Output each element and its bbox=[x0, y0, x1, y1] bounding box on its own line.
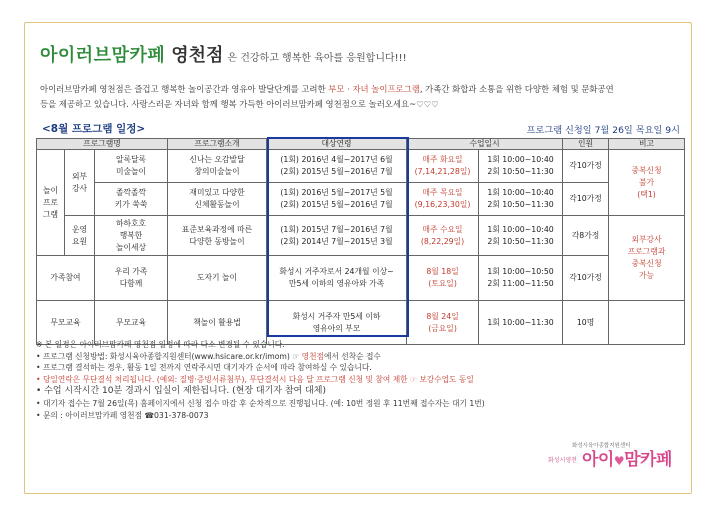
notes-list bbox=[36, 339, 686, 422]
row2-name: 졸깍졸깍 키가 쑥쑥 bbox=[95, 183, 168, 216]
logo-wordmark bbox=[582, 445, 672, 470]
intro-line1-a: 아이러브맘카페 영천점은 즐겁고 행복한 놀이공간과 영유아 발달단계를 고려한 bbox=[40, 84, 329, 94]
logo-subtitle: 화성시육아종합지원센터 bbox=[572, 443, 631, 449]
table-row bbox=[37, 256, 685, 301]
row1-capacity: 각10가정 bbox=[563, 150, 609, 183]
row5-desc: 책놀이 활용법 bbox=[168, 301, 267, 345]
row4-name: 우리 가족 다함께 bbox=[95, 256, 168, 301]
table-row bbox=[37, 216, 685, 256]
note-item: • 문의 : 아이러브맘카페 영천점 ☎031-378-0073 bbox=[36, 410, 209, 420]
intro-paragraph bbox=[40, 82, 680, 112]
logo-city: 화성시영천 bbox=[548, 457, 577, 464]
logo-word-b: 맘카페 bbox=[624, 450, 672, 470]
row1-name: 알록달록 미술놀이 bbox=[95, 150, 168, 183]
remark-a: 중복신청 불가 (택1) bbox=[609, 150, 685, 216]
section-title: <8월 프로그램 일정> bbox=[42, 123, 146, 135]
row2-capacity: 각10가정 bbox=[563, 183, 609, 216]
col-header-program: 프로그램명 bbox=[37, 139, 168, 150]
table-header-row bbox=[37, 139, 685, 150]
row3-sub: 운영 요원 bbox=[65, 216, 95, 256]
program-table bbox=[36, 138, 685, 345]
row3-time: 1회 10:00~10:40 2회 10:50~11:30 bbox=[479, 216, 563, 256]
logo-word-a: 아이 bbox=[582, 450, 614, 470]
note-item: ※ 본 일정은 아이러브맘카페 영천점 일정에 따라 다소 변경될 수 있습니다. bbox=[36, 340, 285, 349]
intro-highlight: 부모 · 자녀 놀이프로그램 bbox=[328, 84, 420, 94]
col-header-remark: 비고 bbox=[609, 139, 685, 150]
row1-day: 매주 화요일 (7,14,21,28일) bbox=[407, 150, 479, 183]
note-item: • 프로그램 결석하는 경우, 활동 1일 전까지 연락주시면 대기자가 순서에 따라 참여하실 수 있습니다. bbox=[36, 363, 372, 373]
row2-time: 1회 10:00~10:40 2회 10:50~11:30 bbox=[479, 183, 563, 216]
row4-group: 가족참여 bbox=[37, 256, 95, 301]
note-item: • 대기자 접수는 7월 26일(목) 홈페이지에서 신청 접수 마감 후 순차적으로 진행됩니다. (예: 10번 정원 후 11번째 접수자는 대기 1번) bbox=[36, 399, 485, 409]
row5-day: 8월 24일 (금요일) bbox=[407, 301, 479, 345]
row2-desc: 재미있고 다양한 신체활동놀이 bbox=[168, 183, 267, 216]
note-apply-link: 영천점 bbox=[301, 351, 324, 361]
group-play-cell: 놀이 프로 그램 bbox=[37, 150, 65, 256]
row4-time: 1회 10:00~10:50 2회 11:00~11:50 bbox=[479, 256, 563, 301]
note-item: • 수업 시작시간 10분 경과시 입실이 제한됩니다. (현장 대기자 참여 대체) bbox=[36, 386, 326, 397]
table-row bbox=[37, 183, 685, 216]
note-apply-a: • 프로그램 신청방법: 화성시육아종합지원센터(www.hsicare.or.kr/imom) ☞ bbox=[36, 351, 302, 361]
row1-desc: 신나는 오감발달 창의미술놀이 bbox=[168, 150, 267, 183]
note-item bbox=[36, 351, 686, 363]
row5-time: 1회 10:00~11:30 bbox=[479, 301, 563, 345]
row4-capacity: 각10가정 bbox=[563, 256, 609, 301]
col-header-capacity: 인원 bbox=[563, 139, 609, 150]
row5-target: 화성시 거주자 만5세 이하 영유아의 부모 bbox=[267, 301, 407, 345]
row5-capacity: 10명 bbox=[563, 301, 609, 345]
row1-sub: 외부 강사 bbox=[65, 150, 95, 216]
row3-desc: 표준보육과정에 따른 다양한 동방놀이 bbox=[168, 216, 267, 256]
row3-day: 매주 수요일 (8,22,29일) bbox=[407, 216, 479, 256]
note-item: • 당일연락은 무단결석 처리됩니다. (예외: 질병·증빙서류첨부), 무단결석시 다음 달 프로그램 신청 및 참여 제한 ☞ 보강수업도 동일 bbox=[36, 374, 474, 384]
row2-day: 매주 목요일 (9,16,23,30일) bbox=[407, 183, 479, 216]
row3-capacity: 각8가정 bbox=[563, 216, 609, 256]
row4-day: 8월 18일 (토요일) bbox=[407, 256, 479, 301]
row3-name: 하하호호 행복한 놀이세상 bbox=[95, 216, 168, 256]
col-header-schedule: 수업일시 bbox=[407, 139, 563, 150]
table-row bbox=[37, 150, 685, 183]
intro-line1-b: , 가족간 화합과 소통을 위한 다양한 체험 및 문화공연 bbox=[419, 84, 614, 94]
col-header-intro: 프로그램소개 bbox=[168, 139, 267, 150]
heart-icon: ♥ bbox=[613, 454, 625, 468]
title-brand: 아이러브맘카페 bbox=[40, 45, 166, 66]
row3-target: (1회) 2015년 7월~2016년 7월 (2회) 2014년 7월~2015년 3월 bbox=[267, 216, 407, 256]
row1-target: (1회) 2016년 4월~2017년 6월 (2회) 2015년 5월~2016년 7월 bbox=[267, 150, 407, 183]
row5-remark bbox=[609, 301, 685, 345]
note-apply-c: 에서 선착순 접수 bbox=[323, 351, 381, 361]
row4-desc: 도자기 놀이 bbox=[168, 256, 267, 301]
intro-line2: 등을 제공하고 있습니다. 사랑스러운 자녀와 함께 행복 가득한 아이러브맘카페 영천점으로 놀러오세요~♡♡♡ bbox=[40, 99, 439, 109]
row2-target: (1회) 2016년 5월~2017년 5월 (2회) 2015년 5월~2016년 7월 bbox=[267, 183, 407, 216]
title-place: 영천점 bbox=[171, 45, 224, 66]
page-title bbox=[40, 41, 407, 65]
row5-name: 무모교육 bbox=[95, 301, 168, 345]
table-row bbox=[37, 301, 685, 345]
row5-group: 무모교육 bbox=[37, 301, 95, 345]
apply-date-note: 프로그램 신청일 7월 26일 목요일 9시 bbox=[526, 125, 680, 136]
row1-time: 1회 10:00~10:40 2회 10:50~11:30 bbox=[479, 150, 563, 183]
row4-target: 화성시 거주자로서 24개월 이상~ 만5세 이하의 영유아와 가족 bbox=[267, 256, 407, 301]
remark-b: 외부강사 프로그램과 중복신청 가능 bbox=[609, 216, 685, 301]
col-header-target: 대상연령 bbox=[267, 139, 407, 150]
title-tagline: 은 건강하고 행복한 육아를 응원합니다!!! bbox=[227, 53, 407, 64]
